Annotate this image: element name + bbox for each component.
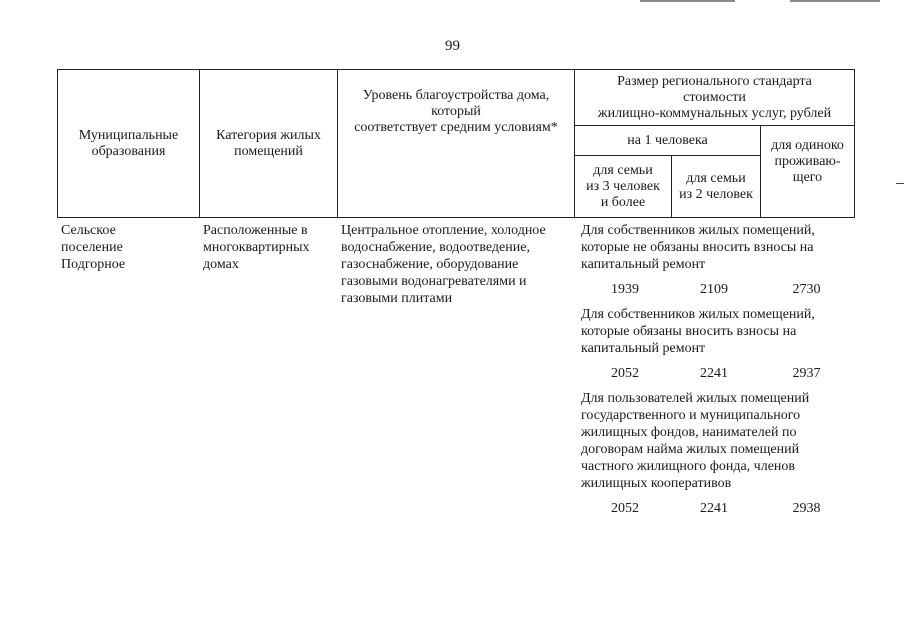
header-family2	[672, 156, 761, 218]
group-label-line: жилищных фондов, нанимателей по	[581, 425, 797, 440]
header-single-line: щего	[792, 170, 823, 185]
standard-group-owners-no-repair	[581, 222, 854, 300]
value-single: 2937	[792, 365, 821, 381]
header-per-person-text: на 1 человека	[627, 132, 708, 148]
value-family2: 2109	[700, 281, 728, 297]
header-standard-line: Размер регионального стандарта	[617, 73, 812, 89]
value-family2: 2241	[700, 500, 728, 516]
cell-municipality	[61, 222, 191, 273]
scan-edge-line-left	[640, 0, 735, 2]
header-comfort-line: соответствует средним условиям*	[354, 120, 558, 135]
header-comfort-line: Уровень благоустройства дома,	[362, 88, 550, 103]
header-standard-line: жилищно-коммунальных услуг, рублей	[597, 105, 832, 121]
header-standard-line: стоимости	[683, 89, 746, 105]
group-label-line: капитальный ремонт	[581, 257, 706, 272]
municipality-line: поселение	[61, 240, 123, 255]
value-family3: 2052	[611, 365, 639, 381]
table-body-row	[57, 222, 854, 542]
group-label-line: договорам найма жилых помещений	[581, 442, 800, 457]
group-label-line: государственного и муниципального	[581, 408, 801, 423]
municipality-line: Подгорное	[61, 257, 126, 272]
group-label-line: которые не обязаны вносить взносы на	[581, 240, 814, 255]
standards-table-header	[57, 69, 855, 218]
value-family2: 2241	[700, 365, 728, 381]
header-category	[200, 70, 338, 218]
group-values	[581, 362, 854, 384]
standard-group-tenants	[581, 390, 854, 519]
header-category-text: Категория жилых помещений	[216, 127, 321, 159]
group-label-line: Для собственников жилых помещений,	[581, 307, 815, 322]
page-number: 99	[445, 38, 460, 54]
standard-group-owners-repair	[581, 306, 854, 384]
group-values	[581, 497, 854, 519]
scan-dash-mark	[896, 183, 904, 184]
header-family2-line: для семьи	[686, 170, 746, 186]
header-family3-line: для семьи	[593, 162, 653, 178]
category-line: домах	[203, 257, 239, 272]
comfort-line: Центральное отопление, холодное	[341, 223, 546, 238]
header-family2-line: из 2 человек	[679, 186, 753, 202]
group-label-line: Для собственников жилых помещений,	[581, 223, 815, 238]
header-comfort	[338, 70, 575, 218]
group-values	[581, 278, 854, 300]
value-single: 2938	[792, 500, 821, 516]
comfort-line: газоснабжение, оборудование	[341, 257, 519, 272]
municipality-line: Сельское	[61, 223, 116, 238]
header-standard-size	[575, 70, 855, 126]
header-comfort-line: который	[431, 104, 481, 119]
cell-category	[203, 222, 335, 273]
group-label-line: жилищных кооперативов	[581, 476, 732, 491]
scan-edge-line-right	[790, 0, 880, 2]
value-single: 2730	[792, 281, 821, 297]
header-municipality-text: Муниципальные образования	[78, 127, 179, 159]
category-line: Расположенные в	[203, 223, 308, 238]
comfort-line: водоснабжение, водоотведение,	[341, 240, 530, 255]
header-family3-line: и более	[600, 194, 646, 210]
category-line: многоквартирных	[203, 240, 310, 255]
comfort-line: газовыми плитами	[341, 291, 453, 306]
group-label-line: частного жилищного фонда, членов	[581, 459, 796, 474]
value-family3: 1939	[611, 281, 639, 297]
header-single-line: для одиноко	[771, 138, 844, 153]
group-label-line: которые обязаны вносить взносы на	[581, 324, 797, 339]
group-label-line: капитальный ремонт	[581, 341, 706, 356]
header-single-line: проживаю-	[774, 154, 841, 169]
comfort-line: газовыми водонагревателями и	[341, 274, 527, 289]
header-municipality	[58, 70, 200, 218]
header-per-person	[575, 126, 761, 156]
cell-standards	[581, 222, 854, 525]
group-label-line: Для пользователей жилых помещений	[581, 391, 810, 406]
header-family3-line: из 3 человек	[586, 178, 660, 194]
header-single	[761, 126, 855, 218]
header-family3	[575, 156, 672, 218]
value-family3: 2052	[611, 500, 639, 516]
cell-comfort	[341, 222, 571, 307]
